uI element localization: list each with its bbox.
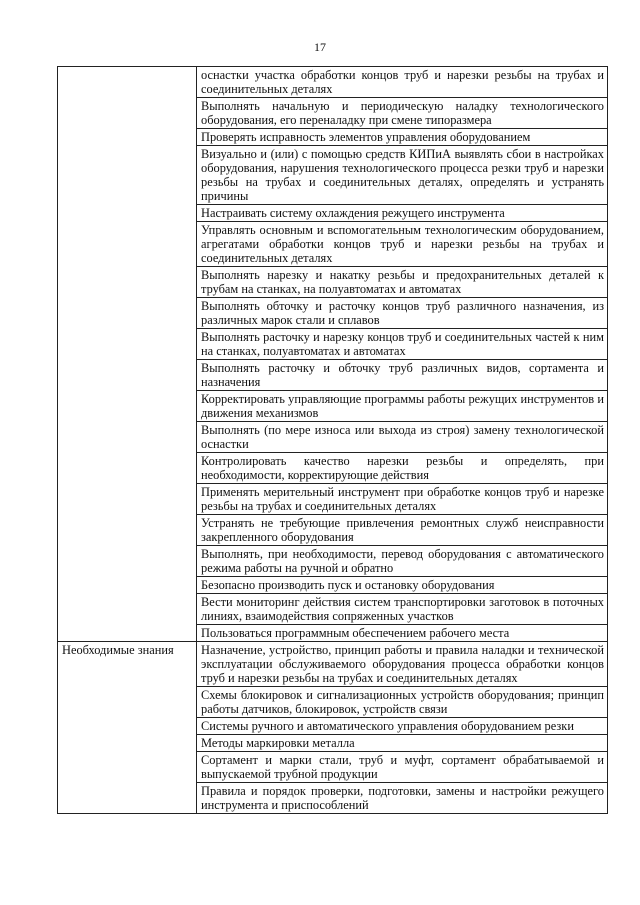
table-cell: Выполнять обточку и расточку концов труб различного назначения, из различных марок стали и сплавов	[197, 298, 608, 329]
table-cell: Настраивать систему охлаждения режущего инструмента	[197, 205, 608, 222]
table-cell: Выполнять (по мере износа или выхода из строя) замену технологической оснастки	[197, 422, 608, 453]
table-cell: Корректировать управляющие программы работы режущих инструментов и движения механизмов	[197, 391, 608, 422]
table-cell: Методы маркировки металла	[197, 735, 608, 752]
page-number: 17	[314, 40, 326, 54]
section-label-cell: Необходимые знания	[58, 642, 197, 814]
table-cell: Выполнять, при необходимости, перевод оборудования с автоматического режима работы на ручной и обратно	[197, 546, 608, 577]
table-cell: Проверять исправность элементов управления оборудованием	[197, 129, 608, 146]
table-row	[58, 67, 608, 98]
table-cell: Пользоваться программным обеспечением рабочего места	[197, 625, 608, 642]
table-cell: Применять мерительный инструмент при обработке концов труб и нарезке резьбы на трубах и соединительных деталях	[197, 484, 608, 515]
table-cell: Системы ручного и автоматического управления оборудованием резки	[197, 718, 608, 735]
table-cell: Безопасно производить пуск и остановку оборудования	[197, 577, 608, 594]
table-cell: Правила и порядок проверки, подготовки, замены и настройки режущего инструмента и приспособлений	[197, 783, 608, 814]
table-row	[58, 642, 608, 687]
table-cell: Контролировать качество нарезки резьбы и определять, при необходимости, корректирующие действия	[197, 453, 608, 484]
table-cell: Сортамент и марки стали, труб и муфт, сортамент обрабатываемой и выпускаемой трубной продукции	[197, 752, 608, 783]
table-cell: Выполнять расточку и обточку труб различных видов, сортамента и назначения	[197, 360, 608, 391]
section-label-cell	[58, 67, 197, 642]
table-cell: Выполнять начальную и периодическую наладку технологического оборудования, его переналадку при смене типоразмера	[197, 98, 608, 129]
requirements-table	[57, 66, 608, 814]
table-cell: Управлять основным и вспомогательным технологическим оборудованием, агрегатами обработки концов труб и нарезки резьбы на трубах и соединительных деталях	[197, 222, 608, 267]
table-cell: Устранять не требующие привлечения ремонтных служб неисправности закрепленного оборудования	[197, 515, 608, 546]
table-cell: оснастки участка обработки концов труб и нарезки резьбы на трубах и соединительных деталях	[197, 67, 608, 98]
table-cell: Выполнять нарезку и накатку резьбы и предохранительных деталей к трубам на станках, на полуавтоматах и автоматах	[197, 267, 608, 298]
table-cell: Вести мониторинг действия систем транспортировки заготовок в поточных линиях, взаимодействия сопряженных участков	[197, 594, 608, 625]
table-cell: Визуально и (или) с помощью средств КИПиА выявлять сбои в настройках оборудования, нарушения технологического процесса резки труб и нарезки резьбы на трубах и соединительных деталях, определять и устранять причины	[197, 146, 608, 205]
table-cell: Выполнять расточку и нарезку концов труб и соединительных частей к ним на станках, полуавтоматах и автоматах	[197, 329, 608, 360]
table-cell: Назначение, устройство, принцип работы и правила наладки и технической эксплуатации обслуживаемого оборудования процесса обработки концов труб и нарезки резьбы на трубах и соединительных деталях	[197, 642, 608, 687]
table-cell: Схемы блокировок и сигнализационных устройств оборудования; принцип работы датчиков, блокировок, устройств связи	[197, 687, 608, 718]
